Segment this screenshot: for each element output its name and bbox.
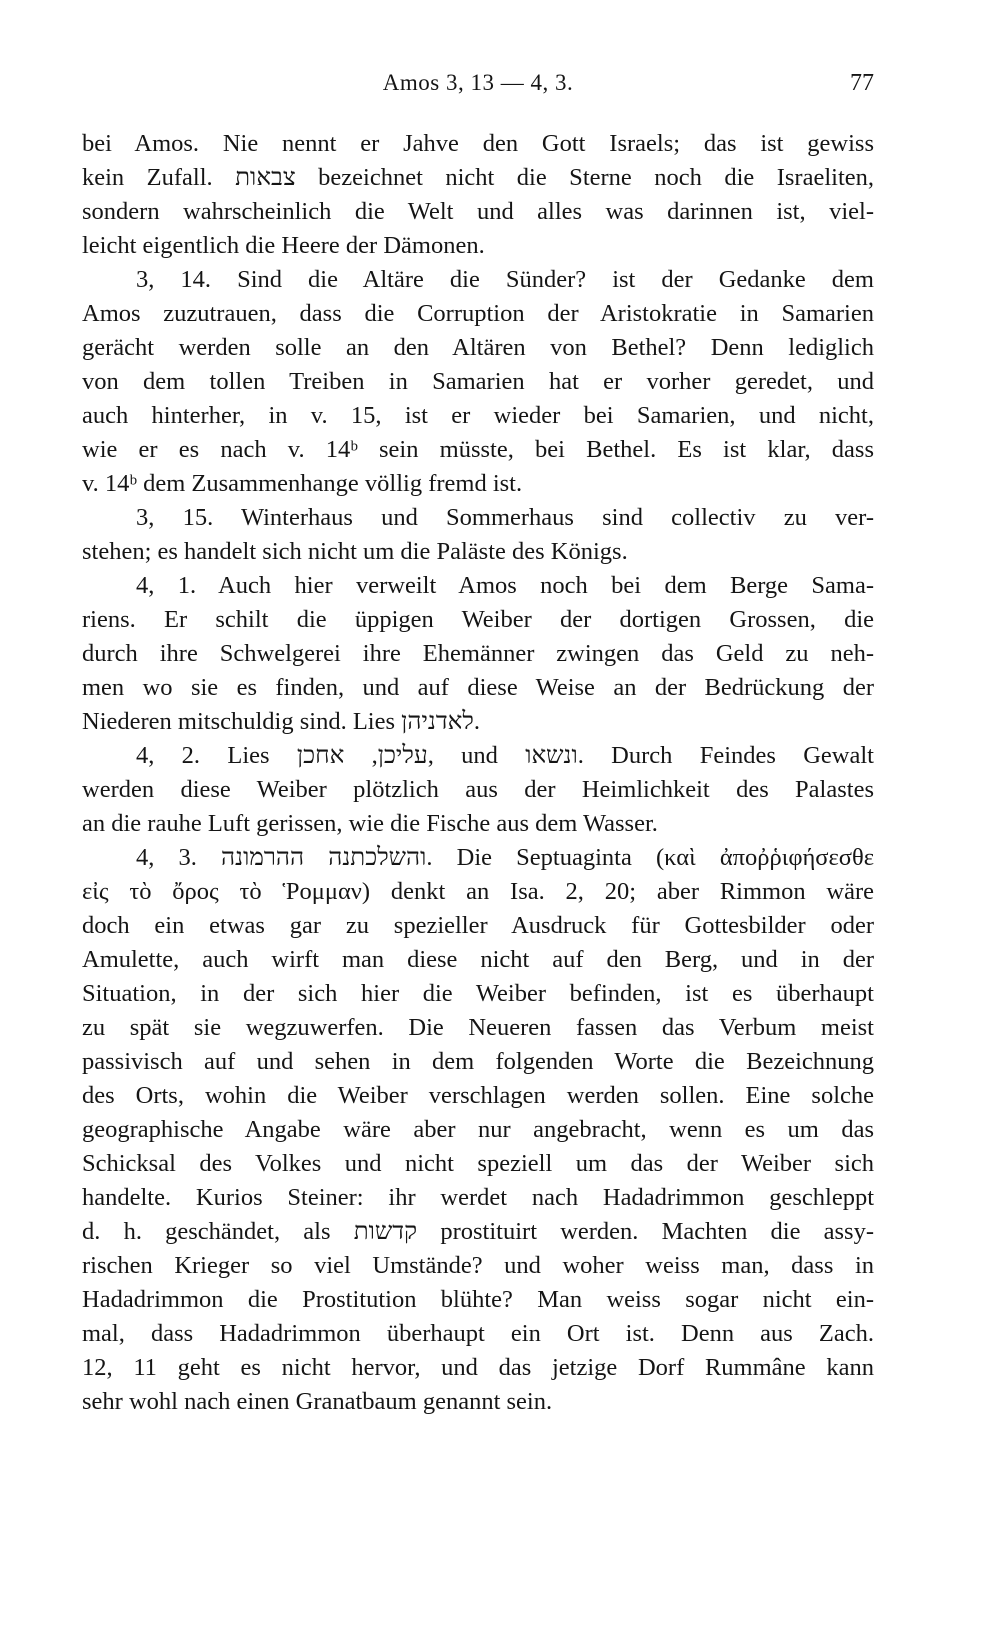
text-line: auch hinterher, in v. 15, ist er wieder bei Samarien, und nicht, bbox=[82, 402, 874, 429]
text-line: men wo sie es finden, und auf diese Weise an der Bedrückung der bbox=[82, 674, 874, 701]
text-line: gerächt werden solle an den Altären von Bethel? Denn lediglich bbox=[82, 334, 874, 361]
text-line: d. h. geschändet, als קדשות prostituirt werden. Machten die assy- bbox=[82, 1218, 875, 1245]
text-line: passivisch auf und sehen in dem folgenden Worte die Bezeichnung bbox=[82, 1048, 874, 1075]
text-line: kein Zufall. צבאות bezeichnet nicht die Sterne noch die Israeliten, bbox=[82, 164, 874, 191]
text-line: 4, 3. והשלכתנה ההרמונה. Die Septuaginta (καὶ ἀποῤῥιφήσεσθε bbox=[136, 844, 874, 871]
text-line: wie er es nach v. 14ᵇ sein müsste, bei Bethel. Es ist klar, dass bbox=[82, 436, 874, 463]
text-line: durch ihre Schwelgerei ihre Ehemänner zwingen das Geld zu neh- bbox=[82, 640, 874, 667]
text-line: stehen; es handelt sich nicht um die Paläste des Königs. bbox=[82, 538, 628, 565]
text-line: Situation, in der sich hier die Weiber befinden, ist es überhaupt bbox=[82, 980, 874, 1007]
text-line: an die rauhe Luft gerissen, wie die Fische aus dem Wasser. bbox=[82, 810, 658, 837]
text-line: v. 14ᵇ dem Zusammenhange völlig fremd ist. bbox=[82, 470, 523, 497]
running-title: Amos 3, 13 — 4, 3. bbox=[382, 70, 574, 95]
text-line: doch ein etwas gar zu spezieller Ausdruck für Gottesbilder oder bbox=[82, 912, 874, 939]
text-line: Schicksal des Volkes und nicht speziell um das der Weiber sich bbox=[82, 1150, 874, 1177]
text-line: mal, dass Hadadrimmon überhaupt ein Ort ist. Denn aus Zach. bbox=[82, 1320, 874, 1347]
text-line: 12, 11 geht es nicht hervor, und das jetzige Dorf Rummâne kann bbox=[82, 1354, 874, 1381]
text-line: zu spät sie wegzuwerfen. Die Neueren fassen das Verbum meist bbox=[82, 1014, 874, 1041]
text-line: 3, 15. Winterhaus und Sommerhaus sind collectiv zu ver- bbox=[136, 504, 874, 531]
text-line: 3, 14. Sind die Altäre die Sünder? ist der Gedanke dem bbox=[136, 266, 874, 293]
text-line: bei Amos. Nie nennt er Jahve den Gott Israels; das ist gewiss bbox=[82, 130, 874, 157]
text-line: leicht eigentlich die Heere der Dämonen. bbox=[82, 232, 485, 259]
text-line: werden diese Weiber plötzlich aus der Heimlichkeit des Palastes bbox=[82, 776, 874, 803]
text-line: von dem tollen Treiben in Samarien hat er vorher geredet, und bbox=[82, 368, 874, 395]
text-line: εἰς τὸ ὄρος τὸ Ῥομμαν) denkt an Isa. 2, 20; aber Rimmon wäre bbox=[82, 878, 874, 905]
text-line: riens. Er schilt die üppigen Weiber der dortigen Grossen, die bbox=[82, 606, 874, 633]
text-line: geographische Angabe wäre aber nur angebracht, wenn es um das bbox=[82, 1116, 874, 1143]
text-line: Niederen mitschuldig sind. Lies לאדניהן. bbox=[82, 708, 480, 735]
text-line: Hadadrimmon die Prostitution blühte? Man weiss sogar nicht ein- bbox=[82, 1286, 874, 1313]
running-header bbox=[82, 70, 874, 104]
text-line: des Orts, wohin die Weiber verschlagen werden sollen. Eine solche bbox=[82, 1082, 874, 1109]
text-line: 4, 2. Lies עליכן, אחכן, und ונשאו. Durch Feindes Gewalt bbox=[136, 742, 874, 769]
page-number: 77 bbox=[850, 70, 874, 96]
text-line: sehr wohl nach einen Granatbaum genannt sein. bbox=[82, 1388, 553, 1415]
text-line: sondern wahrscheinlich die Welt und alles was darinnen ist, viel- bbox=[82, 198, 874, 225]
text-line: Amos zuzutrauen, dass die Corruption der Aristokratie in Samarien bbox=[82, 300, 874, 327]
text-line: 4, 1. Auch hier verweilt Amos noch bei dem Berge Sama- bbox=[136, 572, 874, 599]
body-text bbox=[82, 127, 874, 1419]
text-line: Amulette, auch wirft man diese nicht auf den Berg, und in der bbox=[82, 946, 874, 973]
text-line: handelte. Kurios Steiner: ihr werdet nach Hadadrimmon geschleppt bbox=[82, 1184, 874, 1211]
text-line: rischen Krieger so viel Umstände? und woher weiss man, dass in bbox=[82, 1252, 874, 1279]
